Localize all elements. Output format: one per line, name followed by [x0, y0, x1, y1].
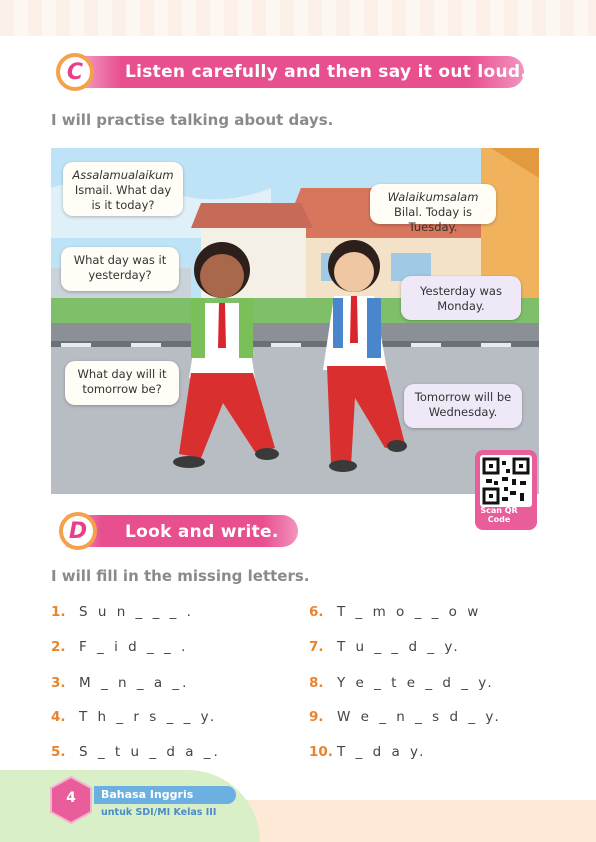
exercise-number: 9. — [309, 709, 324, 725]
exercise-word: F _ i d _ _ . — [79, 639, 189, 655]
exercise-number: 4. — [51, 709, 66, 725]
exercise-item — [309, 639, 461, 655]
exercise-item — [51, 639, 188, 655]
exercise-item — [51, 604, 194, 620]
speech-bubble-left-1 — [63, 162, 183, 216]
exercise-number: 2. — [51, 639, 66, 655]
exercise-word: T _ d a y. — [337, 744, 427, 760]
exercise-word: T h _ r s _ _ y. — [79, 709, 218, 725]
qr-code-icon — [480, 455, 532, 507]
speech-bubble-left-2 — [61, 247, 179, 291]
section-c-title: Listen carefully and then say it out loud. — [125, 62, 528, 82]
exercise-word: S _ t u _ d a _. — [79, 744, 221, 760]
qr-label: Scan QR Code — [480, 506, 518, 524]
bubble-text: Yesterday was Monday. — [420, 284, 502, 313]
footer-book-title: Bahasa Inggris — [101, 788, 194, 801]
section-c-badge — [56, 53, 94, 91]
exercise-word: W e _ n _ s d _ y. — [337, 709, 502, 725]
speech-bubble-right-1 — [370, 184, 496, 234]
exercise-item — [51, 709, 217, 725]
footer-book-level: untuk SDI/MI Kelas III — [101, 807, 217, 818]
exercise-number: 3. — [51, 675, 66, 691]
greeting-italic: Walaikumsalam — [387, 190, 479, 204]
section-c-letter: C — [66, 59, 84, 85]
speech-bubble-right-2 — [401, 276, 521, 320]
exercise-number: 1. — [51, 604, 66, 620]
greeting-italic: Assalamualaikum — [72, 168, 174, 182]
illustration-scene — [51, 148, 539, 494]
qr-code-card[interactable] — [475, 450, 537, 530]
section-d-letter: D — [68, 518, 88, 544]
bubble-text: Tomorrow will be Wednesday. — [414, 390, 512, 419]
bubble-text: What day will it tomorrow be? — [77, 367, 167, 396]
exercise-number: 10. — [309, 744, 333, 760]
exercise-number: 6. — [309, 604, 324, 620]
speech-bubble-right-3 — [404, 384, 522, 428]
section-d-title: Look and write. — [125, 522, 279, 542]
exercise-word: S u n _ _ _ . — [79, 604, 194, 620]
bubble-text: Bilal. Today is Tuesday. — [394, 205, 472, 234]
exercise-item — [51, 675, 189, 691]
speech-bubble-left-3 — [65, 361, 179, 405]
exercise-word: M _ n _ a _. — [79, 675, 190, 691]
exercise-word: Y e _ t e _ d _ y. — [337, 675, 495, 691]
exercise-item — [309, 709, 502, 725]
exercise-item — [51, 744, 221, 760]
exercise-number: 7. — [309, 639, 324, 655]
section-d-subtitle: I will fill in the missing letters. — [51, 567, 310, 585]
exercise-item — [309, 744, 426, 760]
section-c-subtitle: I will practise talking about days. — [51, 111, 334, 129]
exercise-item — [309, 675, 495, 691]
exercise-number: 5. — [51, 744, 66, 760]
bubble-text: What day was it yesterday? — [73, 253, 167, 282]
exercise-word: T _ m o _ _ o w — [337, 604, 482, 620]
exercise-word: T u _ _ d _ y. — [337, 639, 461, 655]
exercise-item — [309, 604, 481, 620]
page-number: 4 — [66, 790, 76, 806]
footer-wave-decoration — [0, 770, 260, 842]
header-decoration — [0, 0, 596, 36]
bubble-text: Ismail. What day is it today? — [74, 183, 172, 212]
exercise-number: 8. — [309, 675, 324, 691]
section-d-badge — [59, 512, 97, 550]
